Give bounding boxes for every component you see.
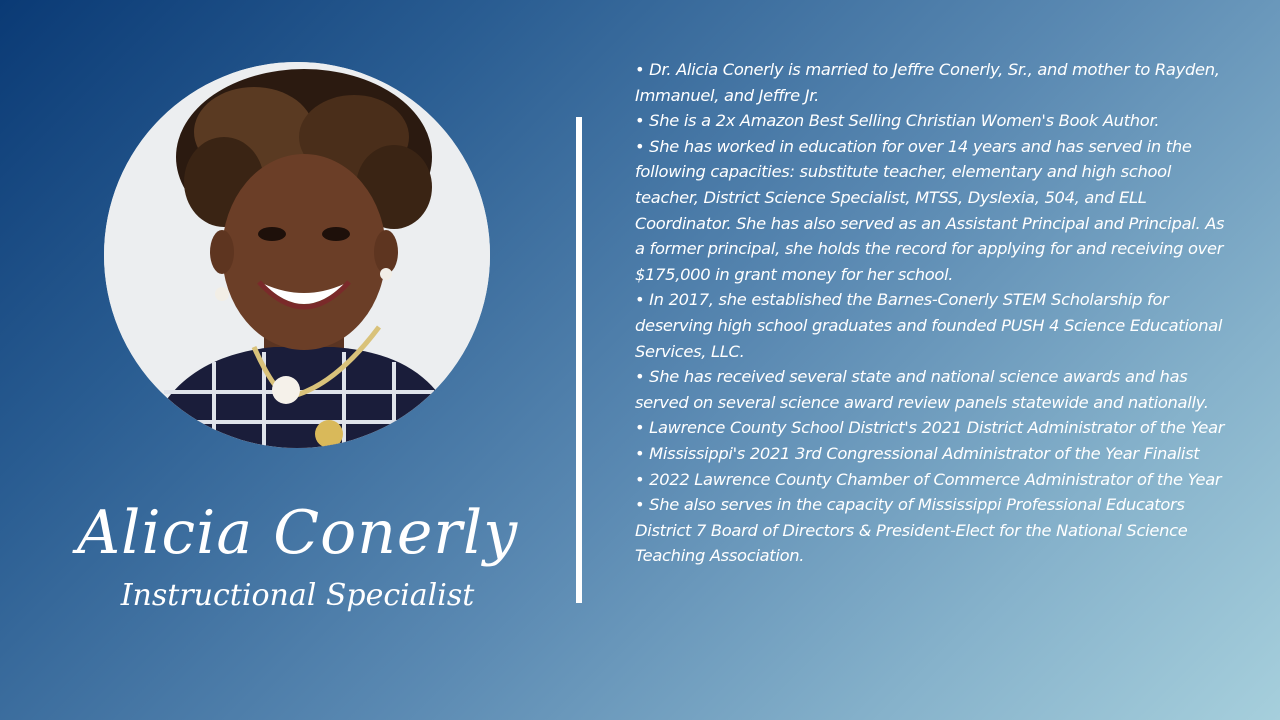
portrait-illustration xyxy=(104,62,490,448)
person-title: Instructional Specialist xyxy=(120,578,475,613)
bio-item: • In 2017, she established the Barnes-Conerly STEM Scholarship for deserving high school graduates and founded PUSH 4 Science Educational Services, LLC. xyxy=(635,290,1223,361)
bio-item: • Dr. Alicia Conerly is married to Jeffre Conerly, Sr., and mother to Rayden, Immanuel, and Jeffre Jr. xyxy=(635,60,1220,105)
bio-item: • Lawrence County School District's 2021 District Administrator of the Year xyxy=(635,418,1225,438)
portrait-photo xyxy=(104,62,490,448)
bio-item: • Mississippi's 2021 3rd Congressional Administrator of the Year Finalist xyxy=(635,443,1200,463)
bio-item: • She is a 2x Amazon Best Selling Christian Women's Book Author. xyxy=(635,111,1160,131)
bio-list xyxy=(635,57,1233,569)
bio-item: • She has worked in education for over 14 years and has served in the following capacities: substitute teacher, elementary and high school teacher, District Science Specialist, MTSS, Dyslexia, 504, and ELL Coordinator. She has also served as an Assistant Principal and Principal. As a former principal, she holds the record for applying for and receiving over $175,000 in grant money for her school. xyxy=(635,136,1225,284)
bio-item: • 2022 Lawrence County Chamber of Commerce Administrator of the Year xyxy=(635,469,1222,489)
vertical-divider xyxy=(576,117,582,603)
bio-item: • She has received several state and national science awards and has served on several science award review panels statewide and nationally. xyxy=(635,367,1209,412)
person-name: Alicia Conerly xyxy=(76,498,519,568)
bio-item: • She also serves in the capacity of Mississippi Professional Educators District 7 Board of Directors & President-Elect for the National Science Teaching Association. xyxy=(635,495,1188,566)
